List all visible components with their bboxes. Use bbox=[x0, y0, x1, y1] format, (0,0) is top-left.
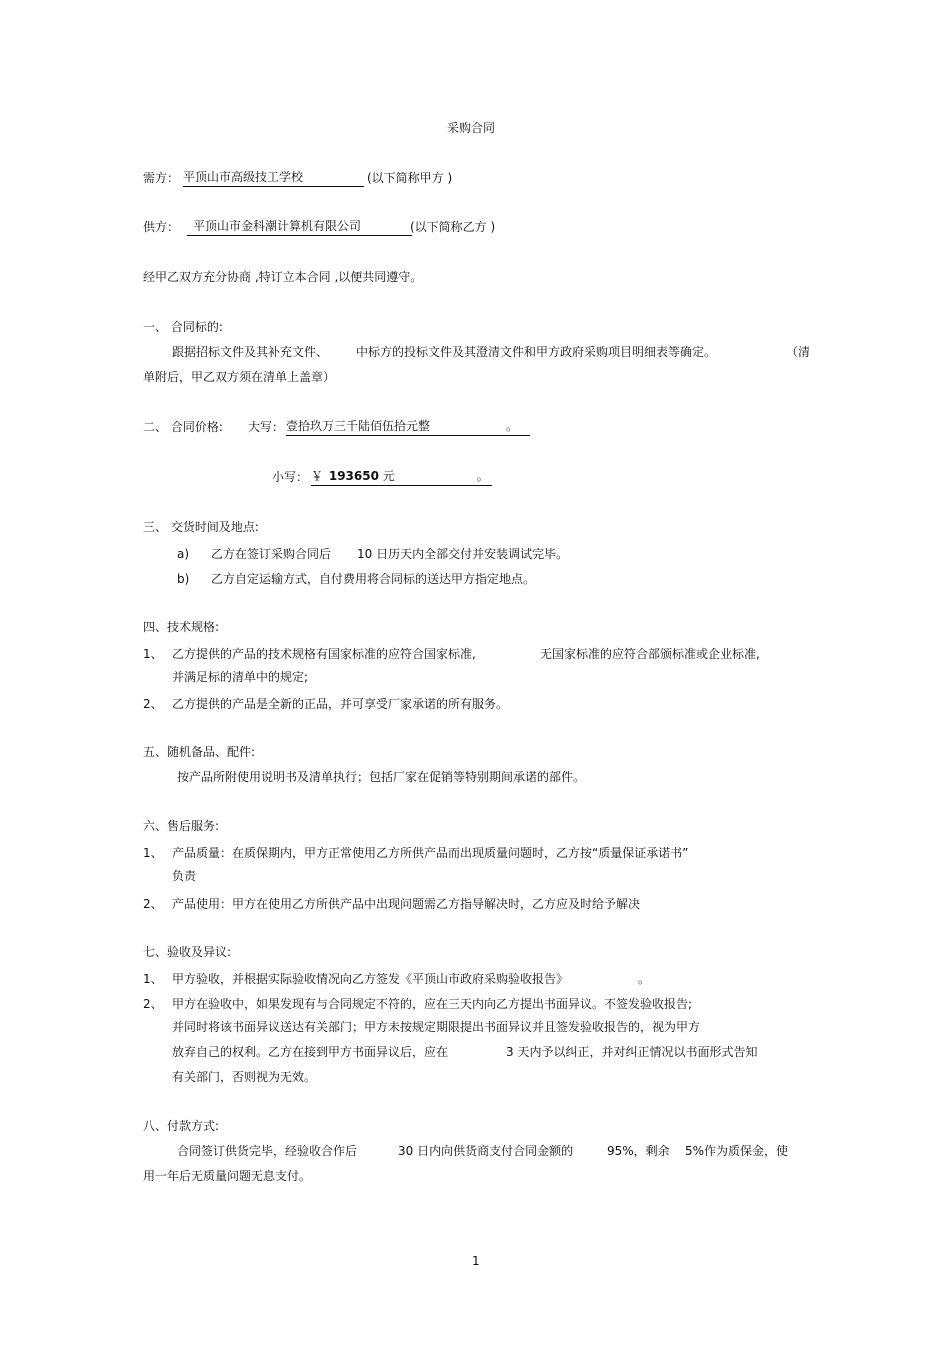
service-1-text-a: 产品质量：在质保期内，甲方正常使用乙方所供产品而出现质量问题时，乙方按“质量保证承诺书” bbox=[172, 846, 689, 860]
payment-text-5: 用一年后无质量问题无息支付。 bbox=[143, 1169, 312, 1183]
inspect-1-number: 1、 bbox=[143, 972, 163, 986]
price-lower bbox=[311, 468, 492, 486]
service-1-number: 1、 bbox=[143, 846, 163, 860]
section-4-heading: 四、技术规格: bbox=[143, 620, 220, 634]
section-2-heading: 二、 合同价格: bbox=[143, 420, 223, 434]
inspect-1-text-b: 。 bbox=[638, 972, 651, 986]
section-1-text-2: 单附后，甲乙双方须在清单上盖章） bbox=[143, 370, 336, 384]
spec-2-number: 2、 bbox=[143, 697, 163, 711]
inspect-2-number: 2、 bbox=[143, 997, 163, 1011]
currency-symbol: ￥ bbox=[311, 469, 324, 483]
seller-note: (以下简称乙方 ) bbox=[410, 220, 496, 234]
price-lower-period: 。 bbox=[476, 469, 489, 483]
inspect-2-text-d: 有关部门，否则视为无效。 bbox=[172, 1070, 317, 1084]
price-lower-label: 小写： bbox=[272, 470, 309, 484]
section-7-heading: 七、验收及异议: bbox=[143, 945, 232, 959]
section-1-text-b: 中标方的投标文件及其澄清文件和甲方政府采购项目明细表等确定。 bbox=[356, 345, 717, 359]
seller-label: 供方： bbox=[143, 220, 180, 234]
spec-1-text-c: 并满足标的清单中的规定; bbox=[172, 670, 309, 684]
section-1-text-a: 跟据招标文件及其补充文件、 bbox=[172, 345, 329, 359]
seller-name bbox=[187, 218, 412, 236]
inspect-2-text-b: 并同时将该书面异议送达有关部门；甲方未按规定期限提出书面异议并且签发验收报告的，视为甲方 bbox=[172, 1020, 701, 1034]
price-upper-label: 大写： bbox=[248, 420, 285, 434]
price-upper-line bbox=[286, 418, 530, 436]
section-1-heading: 一、 合同标的: bbox=[143, 320, 223, 334]
buyer-note: (以下简称甲方 ) bbox=[367, 171, 453, 185]
service-2-number: 2、 bbox=[143, 897, 163, 911]
price-lower-amount: 193650 bbox=[328, 469, 379, 483]
item-a-mark: a) bbox=[177, 547, 190, 561]
service-1-text-b: 负责 bbox=[172, 869, 197, 883]
section-5-text: 按产品所附使用说明书及清单执行；包括厂家在促销等特别期间承诺的部件。 bbox=[177, 770, 586, 784]
section-8-heading: 八、付款方式: bbox=[143, 1119, 220, 1133]
buyer-name bbox=[183, 169, 364, 187]
price-upper bbox=[286, 418, 530, 436]
intro-text: 经甲乙双方充分协商 ,特订立本合同 ,以便共同遵守。 bbox=[143, 270, 423, 284]
section-5-heading: 五、随机备品、配件: bbox=[143, 745, 256, 759]
payment-text-4: 5%作为质保金，使 bbox=[685, 1144, 789, 1158]
section-3-heading: 三、 交货时间及地点: bbox=[143, 520, 259, 534]
price-lower-line bbox=[311, 468, 492, 486]
price-upper-value: 壹拾玖万三千陆佰伍拾元整 bbox=[286, 419, 431, 433]
spec-1-number: 1、 bbox=[143, 647, 163, 661]
inspect-1-text-a: 甲方验收，并根据实际验收情况向乙方签发《平顶山市政府采购验收报告》 bbox=[172, 972, 569, 986]
buyer-name-text: 平顶山市高级技工学校 bbox=[183, 169, 364, 187]
inspect-2-text-c2: 3 天内予以纠正，并对纠正情况以书面形式告知 bbox=[506, 1045, 758, 1059]
item-b-mark: b) bbox=[177, 572, 190, 586]
item-a-text-2: 10 日历天内全部交付并安装调试完毕。 bbox=[357, 547, 569, 561]
section-6-heading: 六、售后服务: bbox=[143, 819, 220, 833]
price-lower-unit: 元 bbox=[382, 469, 395, 483]
buyer-label: 需方： bbox=[143, 171, 180, 185]
document-title: 采购合同 bbox=[447, 121, 496, 135]
payment-text-2: 30 日内向供货商支付合同金额的 bbox=[398, 1144, 574, 1158]
section-1-text-c: （清 bbox=[786, 345, 811, 359]
payment-text-1: 合同签订供货完毕，经验收合作后 bbox=[177, 1144, 358, 1158]
seller-name-text: 平顶山市金科潮计算机有限公司 bbox=[187, 218, 412, 236]
service-2-text: 产品使用：甲方在使用乙方所供产品中出现问题需乙方指导解决时，乙方应及时给予解决 bbox=[172, 897, 641, 911]
price-upper-period: 。 bbox=[506, 419, 519, 433]
item-b-text: 乙方自定运输方式，自付费用将合同标的送达甲方指定地点。 bbox=[211, 572, 536, 586]
page-number: 1 bbox=[472, 1254, 480, 1268]
spec-1-text-b: 无国家标准的应符合部颁标准或企业标准, bbox=[540, 647, 760, 661]
inspect-2-text-c1: 放弃自己的权利。乙方在接到甲方书面异议后，应在 bbox=[172, 1045, 449, 1059]
payment-text-3: 95%，剩余 bbox=[607, 1144, 670, 1158]
item-a-text-1: 乙方在签订采购合同后 bbox=[211, 547, 332, 561]
inspect-2-text-a: 甲方在验收中，如果发现有与合同规定不符的，应在三天内向乙方提出书面异议。不签发验收报告; bbox=[172, 997, 693, 1011]
spec-2-text: 乙方提供的产品是全新的正品，并可享受厂家承诺的所有服务。 bbox=[172, 697, 509, 711]
spec-1-text-a: 乙方提供的产品的技术规格有国家标准的应符合国家标准, bbox=[172, 647, 476, 661]
